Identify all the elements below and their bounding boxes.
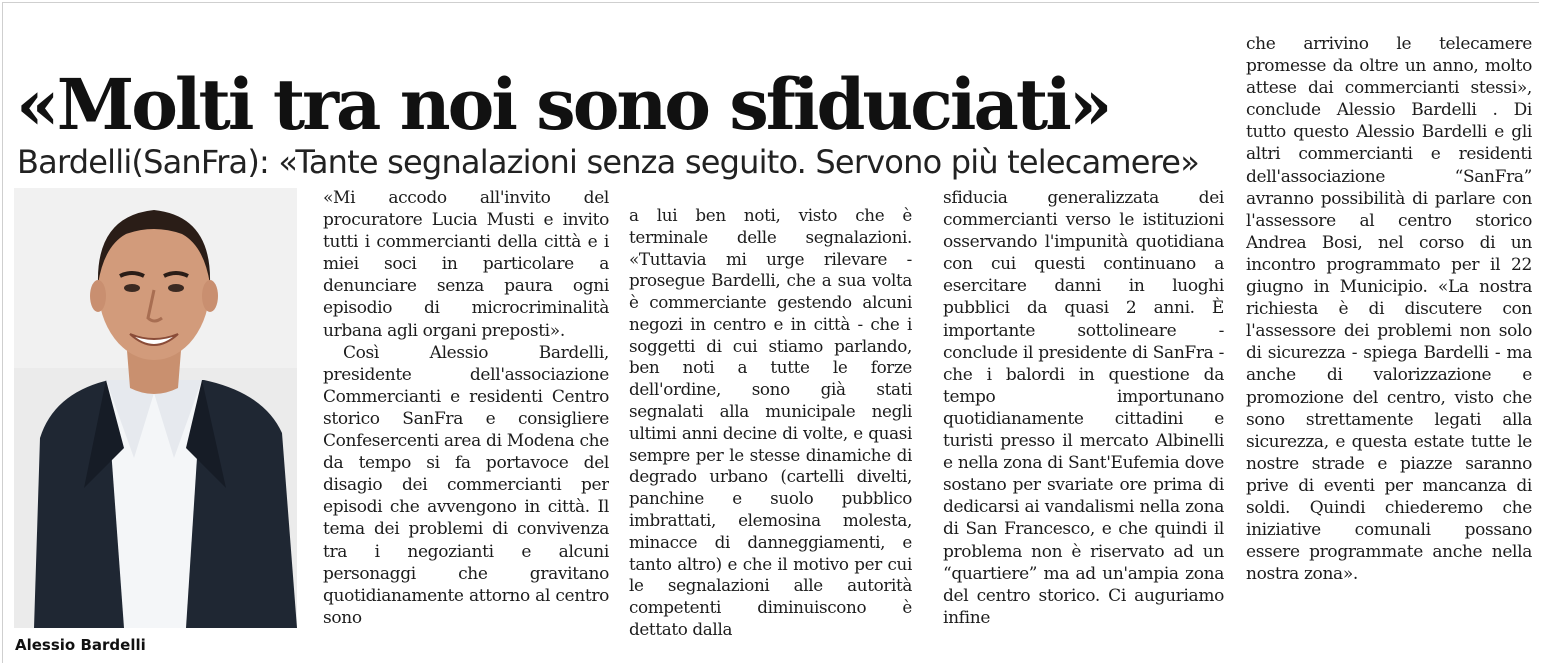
column-1-paragraph-1: «Mi accodo all'invito del procuratore Lucia Musti e invito tutti i commercianti della città e i miei soci in particolare a denunciare senza paura ogni episodio di microcriminalità urbana agli organi preposti».: [323, 188, 609, 341]
subheadline: Bardelli(SanFra): «Tante segnalazioni senza seguito. Servono più telecamere»: [17, 142, 1199, 181]
article-column-3: [943, 187, 1224, 661]
column-2-text: a lui ben noti, visto che è terminale delle segnalazioni. «Tuttavia mi urge rilevare - prosegue Bardelli, che a sua volta è commerciante gestendo alcuni negozi in centro e in città - che i soggetti di cui stiamo parlando, ben noti a tutte le forze dell'ordine, sono già stati segnalati alla municipale negli ultimi anni decine di volte, e quasi sempre per le stesse dinamiche di degrado urbano (cartelli divelti, panchine e suolo pubblico imbrattati, elemosina molesta, minacce di danneggiamenti, e tanto altro) e che il motivo per cui le segnalazioni alle autorità competenti diminuiscono è dettato dalla: [629, 205, 912, 639]
headline: «Molti tra noi sono sfiduciati»: [16, 62, 1110, 146]
column-4-text: che arrivino le telecamere promesse da oltre un anno, molto attese dai commercianti stessi», conclude Alessio Bardelli . Di tutto questo Alessio Bardelli e gli altri commercianti e residenti dell'associazione “SanFra” avranno possibilità di parlare con l'assessore al centro storico Andrea Bosi, nel corso di un incontro programmato per il 22 giugno in Municipio. «La nostra richiesta è di discutere con l'assessore dei problemi non solo di sicurezza - spiega Bardelli - ma anche di valorizzazione e promozione del centro, visto che sono strettamente legati alla sicurezza, e questa estate tutte le nostre strade e piazze saranno prive di eventi per mancanza di soldi. Quindi chiederemo che iniziative comunali possano essere programmate anche nella nostra zona».: [1246, 34, 1532, 585]
article-column-4: [1246, 33, 1532, 661]
article-column-2: [629, 205, 912, 661]
column-3-text: sfiducia generalizzata dei commercianti verso le istituzioni osservando l'impunità quotidiana con cui questi continuano a esercitare danni in luoghi pubblici da quasi 2 anni. È importante sottolineare - conclude il presidente di SanFra - che i balordi in questione da tempo importunano quotidianamente cittadini e turisti presso il mercato Albinelli e nella zona di Sant'Eufemia dove sostano per svariate ore prima di dedicarsi ai vandalismi nella zona di San Francesco, e che quindi il problema non è riservato ad un “quartiere” ma ad un'ampia zona del centro storico. Ci auguriamo infine: [943, 188, 1224, 628]
portrait-photo: [14, 188, 297, 628]
photo-caption: Alessio Bardelli: [15, 636, 146, 654]
article-column-1: [323, 187, 609, 661]
column-1-paragraph-2: Così Alessio Bardelli, presidente dell'associazione Commercianti e residenti Centro storico SanFra e consigliere Confesercenti area di Modena che da tempo si fa portavoce del disagio dei commercianti per episodi che avvengono in città. Il tema dei problemi di convivenza tra i negozianti e alcuni personaggi che gravitano quotidianamente attorno al centro sono: [323, 342, 609, 628]
portrait-illustration: [14, 188, 297, 628]
